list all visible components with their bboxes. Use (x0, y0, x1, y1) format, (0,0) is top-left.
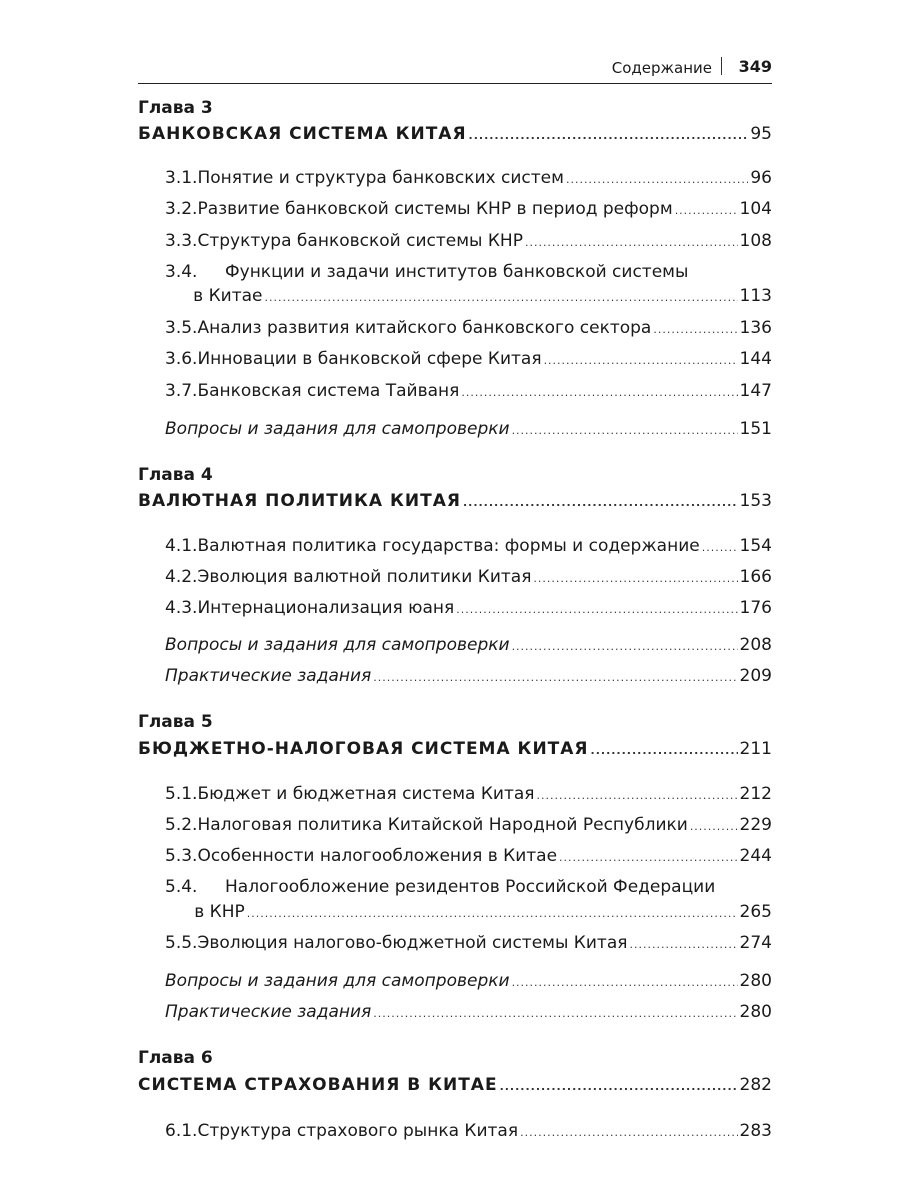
chapter-label: Глава 4 (138, 465, 213, 485)
toc-section[interactable]: 5.5. Эволюция налогово-бюджетной системы Китая ..... 274 (165, 932, 772, 956)
toc-section[interactable]: 4.3. Интернационализация юаня ..... 176 (165, 597, 772, 621)
toc-extra[interactable]: Вопросы и задания для самопроверки ..... 208 (165, 634, 772, 658)
toc-section[interactable]: 6.1. Структура страхового рынка Китая ..... 283 (165, 1120, 772, 1144)
toc-section-line2[interactable]: в Китае ..... 113 (165, 285, 772, 309)
toc-extra[interactable]: Практические задания ..... 209 (165, 665, 772, 689)
toc-section-line1[interactable]: 3.4. Функции и задачи институтов банковской системы (165, 262, 689, 282)
toc-section[interactable]: 4.2. Эволюция валютной политики Китая ..... 166 (165, 566, 772, 590)
toc-extra[interactable]: Вопросы и задания для самопроверки ..... 151 (165, 418, 772, 442)
toc-section-line1[interactable]: 5.4. Налогообложение резидентов Российской Федерации (165, 877, 716, 897)
toc-section[interactable]: 4.1. Валютная политика государства: формы и содержание ..... 154 (165, 535, 772, 559)
chapter-title[interactable]: ВАЛЮТНАЯ ПОЛИТИКА КИТАЯ ..... 153 (138, 490, 772, 514)
toc-section[interactable]: 3.2. Развитие банковской системы КНР в период реформ ..... 104 (165, 198, 772, 222)
toc-section[interactable]: 5.1. Бюджет и бюджетная система Китая ..... 212 (165, 783, 772, 807)
toc-section[interactable]: 3.1. Понятие и структура банковских систем ..... 96 (165, 167, 772, 191)
chapter-label: Глава 3 (138, 98, 213, 118)
chapter-title[interactable]: СИСТЕМА СТРАХОВАНИЯ В КИТАЕ ..... 282 (138, 1074, 772, 1098)
toc-extra[interactable]: Практические задания ..... 280 (165, 1001, 772, 1025)
chapter-title[interactable]: БАНКОВСКАЯ СИСТЕМА КИТАЯ ..... 95 (138, 123, 772, 147)
toc-section[interactable]: 3.6. Инновации в банковской сфере Китая ..... 144 (165, 348, 772, 372)
toc-section[interactable]: 3.3. Структура банковской системы КНР ..... 108 (165, 230, 772, 254)
header-divider (721, 57, 723, 75)
toc-extra[interactable]: Вопросы и задания для самопроверки ..... 280 (165, 970, 772, 994)
toc-section[interactable]: 3.7. Банковская система Тайваня ..... 147 (165, 380, 772, 404)
header-section-title: Содержание (611, 59, 712, 77)
header-page-number: 349 (738, 57, 772, 76)
chapter-label: Глава 6 (138, 1048, 213, 1068)
running-header (138, 56, 772, 84)
toc-section[interactable]: 5.3. Особенности налогообложения в Китае ..... 244 (165, 845, 772, 869)
toc-section[interactable]: 3.5. Анализ развития китайского банковского сектора ..... 136 (165, 317, 772, 341)
chapter-label: Глава 5 (138, 712, 213, 732)
chapter-title[interactable]: БЮДЖЕТНО-НАЛОГОВАЯ СИСТЕМА КИТАЯ ..... 211 (138, 738, 772, 762)
toc-section-line2[interactable]: в КНР ..... 265 (165, 901, 772, 925)
toc-section[interactable]: 5.2. Налоговая политика Китайской Народной Республики ..... 229 (165, 814, 772, 838)
